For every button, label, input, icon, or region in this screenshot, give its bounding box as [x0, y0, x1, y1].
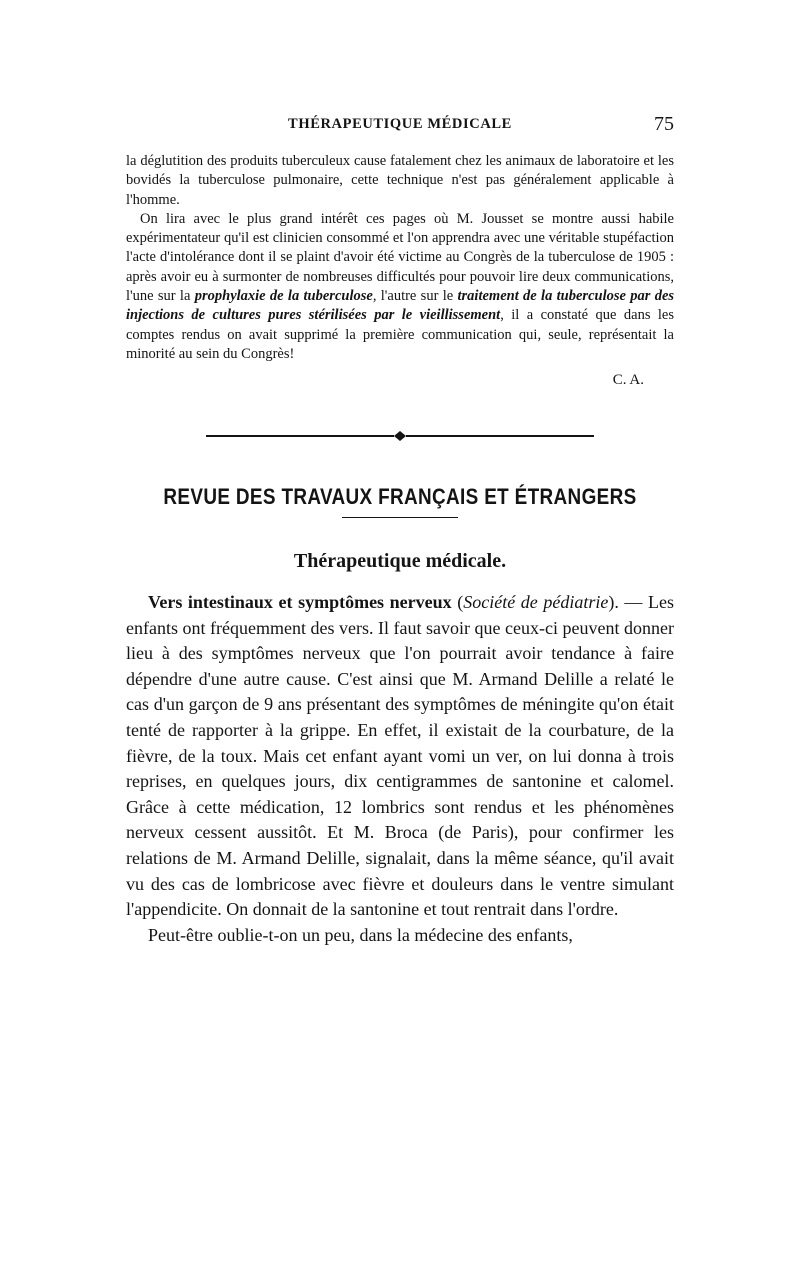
text-run: , il a constaté que dans les comptes rendus on avait supprimé la première communication qui, seule, représentait la minorité au sein du Congrès! — [126, 307, 675, 362]
text-run: , l'autre sur le — [372, 288, 454, 305]
cited-title: prophylaxie de la tuberculose — [194, 288, 373, 305]
running-head — [126, 113, 674, 138]
ornamental-divider — [0, 426, 800, 446]
source-reference: Société de pédiatrie — [463, 592, 609, 612]
page-number: 75 — [654, 113, 674, 135]
running-title: THÉRAPEUTIQUE MÉDICALE — [288, 116, 512, 132]
paragraph — [126, 590, 674, 923]
paragraph: la déglutition des produits tuberculeux cause fatalement chez les animaux de laboratoire et les bovidés la tuberculose pulmonaire, cette technique n'est pas généralement applicable à l'homme. — [126, 153, 674, 208]
author-signature: C. A. — [612, 372, 644, 389]
text-run: ). — [608, 592, 619, 612]
paragraph — [126, 210, 674, 364]
section-subheading: Thérapeutique médicale. — [293, 550, 507, 572]
text-run: — Les enfants ont fréquemment des vers. Il faut savoir que ceux-ci peuvent donner lieu à des symptômes nerveux que l'on pourrait avoir tendance à faire dépendre d'une autre cause. C'est ainsi que M. Armand Delille a relaté le cas d'un garçon de 9 ans présentant des symptômes de méningite qu'on était tenté de rapporter à la grippe. En effet, il existait de la courbature, de la fièvre, de la toux. Mais cet enfant ayant vomi un ver, on lui donna à trois reprises, en quelques jours, dix centigrammes de santonine et calomel. Grâce à cette médication, 12 lombrics sont rendus et les phénomènes nerveux cessent aussitôt. Et M. Broca (de Paris), pour confirmer les relations de M. Armand Delille, signalait, dans la même séance, qu'il avait vu des cas de lombricose avec fièvre et douleurs dans le ventre simulant l'appendicite. On donnait de la santonine et tout rentrait dans l'ordre. — [126, 592, 674, 920]
article-body — [126, 590, 674, 948]
paragraph: Peut-être oublie-t-on un peu, dans la médecine des enfants, — [148, 924, 573, 945]
previous-article-ending — [126, 152, 674, 391]
heading-rule — [342, 517, 458, 518]
text-run: ( — [451, 592, 464, 612]
cited-title: traitement de la tuberculose par des injections de cultures pures stérilisées par le vieillissement — [126, 288, 675, 324]
section-heading: REVUE DES TRAVAUX FRANÇAIS ET ÉTRANGERS — [163, 484, 637, 509]
text-run: On lira avec le plus grand intérêt ces pages où M. Jousset se montre aussi habile expérimentateur qu'il est clinicien consommé et l'on apprendra avec une véritable stupéfaction l'acte d'intolérance dont il se plaint d'avoir été victime au Congrès de la tuberculose de 1905 : après avoir eu à surmonter de nombreuses difficultés pour pouvoir lire deux communications, l'une sur la — [126, 210, 674, 305]
article-title: Vers intestinaux et symptômes nerveux — [148, 592, 452, 612]
